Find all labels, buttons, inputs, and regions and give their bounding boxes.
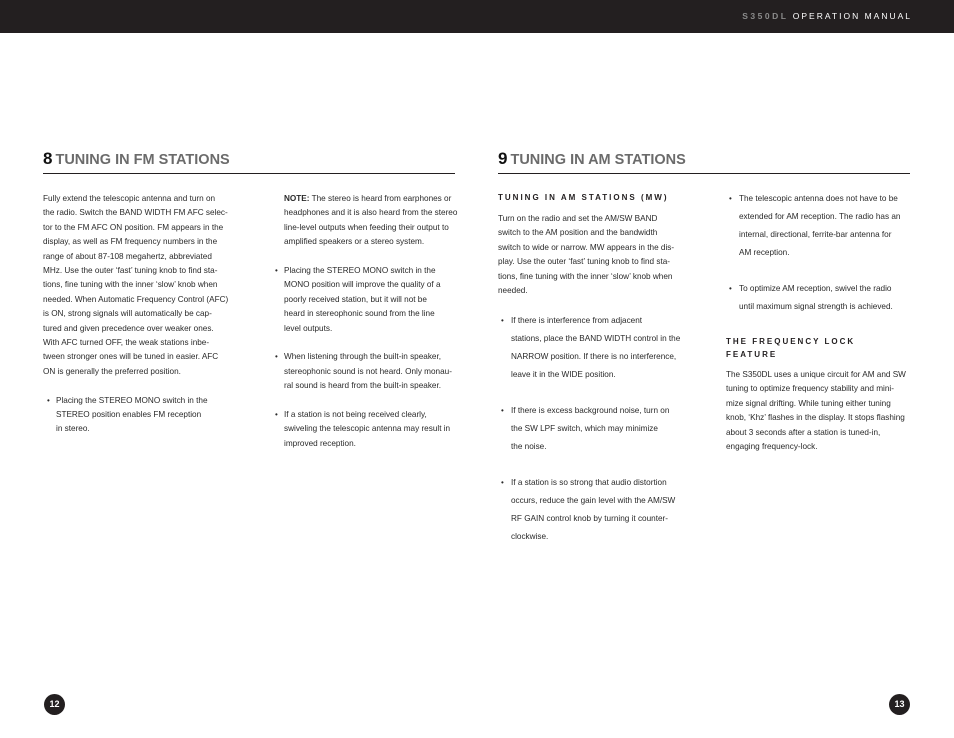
subhead-frequency-lock <box>726 335 916 361</box>
am-column-1 <box>498 191 698 546</box>
text-line: If a station is not being received clearly, <box>284 410 427 420</box>
text-line: The telescopic antenna does not have to be <box>739 194 898 203</box>
fm-intro-paragraph <box>43 192 243 379</box>
text-line: mize signal drifting. While tuning either tuning <box>726 398 891 408</box>
note-label: NOTE: <box>284 194 310 203</box>
text-line: internal, directional, ferrite-bar antenna for <box>739 230 892 239</box>
text-line: With AFC turned OFF, the weak stations inbe- <box>43 338 210 348</box>
text-line: AM reception. <box>739 248 790 257</box>
subhead-am-mw: TUNING IN AM STATIONS (MW) <box>498 193 669 202</box>
am-bullet-distortion <box>501 474 698 546</box>
am-bullet-antenna <box>729 190 916 262</box>
text-line: the radio. Switch the BAND WIDTH FM AFC selec- <box>43 208 228 218</box>
text-line: ral sound is heard from the built-in speaker. <box>284 381 442 391</box>
text-line: amplified speakers or a stereo system. <box>284 237 425 247</box>
text-line: To optimize AM reception, swivel the radio <box>739 284 892 293</box>
am-bullet-swivel <box>729 280 916 316</box>
fm-note <box>275 192 460 250</box>
text-line: tions, fine tuning with the inner ‘slow’ knob when <box>498 271 673 281</box>
am-mw-paragraph <box>498 212 698 298</box>
text-line: switch to wide or narrow. MW appears in the dis- <box>498 242 675 252</box>
am-bullet-interference <box>501 312 698 384</box>
text-line: stations, place the BAND WIDTH control in the <box>511 334 681 344</box>
text-line: about 3 seconds after a station is tuned-in, <box>726 427 881 437</box>
text-line: engaging frequency-lock. <box>726 442 818 452</box>
header-text <box>742 11 912 21</box>
text-line: heard in stereophonic sound from the line <box>284 309 435 319</box>
section-title-fm-text: TUNING IN FM STATIONS <box>55 152 230 168</box>
page-number-right: 13 <box>889 694 910 715</box>
text-line: display, as well as FM frequency numbers in the <box>43 237 218 247</box>
text-line: tions, fine tuning with the inner ‘slow’ knob when <box>43 280 218 290</box>
text-line: line-level outputs when feeding their output to <box>284 222 449 232</box>
text-line: extended for AM reception. The radio has an <box>739 212 901 221</box>
text-line: knob, ‘Khz’ flashes in the display. It stops flashing <box>726 413 905 423</box>
fm-bullet-mono <box>275 264 460 336</box>
fm-bullet-antenna <box>275 408 460 451</box>
text-line: switch to the AM position and the bandwidth <box>498 228 658 238</box>
section-number-am: 9 <box>498 149 508 168</box>
text-line: ON is generally the preferred position. <box>43 366 181 376</box>
fm-column-2 <box>275 192 460 451</box>
text-line: When listening through the built-in speaker, <box>284 352 442 362</box>
text-line: leave it in the WIDE position. <box>511 370 616 380</box>
text-line: until maximum signal strength is achieved. <box>739 302 893 311</box>
text-line: STEREO position enables FM reception <box>56 410 202 420</box>
section-number-fm: 8 <box>43 149 53 168</box>
text-line: RF GAIN control knob by turning it counter- <box>511 514 668 524</box>
text-line: MONO position will improve the quality of a <box>284 280 441 290</box>
text-line: Placing the STEREO MONO switch in the <box>284 266 436 276</box>
text-line: The stereo is heard from earphones or <box>309 194 452 203</box>
section-title-am <box>498 149 910 174</box>
text-line: improved reception. <box>284 438 356 448</box>
text-line: swiveling the telescopic antenna may result in <box>284 424 451 434</box>
text-line: Turn on the radio and set the AM/SW BAND <box>498 214 658 223</box>
text-line: level outputs. <box>284 323 333 333</box>
text-line: range of about 87-108 megahertz, abbreviated <box>43 251 212 261</box>
frequency-lock-paragraph <box>726 368 916 454</box>
text-line: needed. <box>498 286 528 296</box>
section-title-am-text: TUNING IN AM STATIONS <box>510 152 686 168</box>
page-number-left: 12 <box>44 694 65 715</box>
fm-bullet-speaker <box>275 350 460 393</box>
text-line: THE FREQUENCY LOCK <box>726 337 856 346</box>
am-column-2 <box>726 190 916 454</box>
header-title: OPERATION MANUAL <box>792 11 912 21</box>
text-line: FEATURE <box>726 350 778 359</box>
text-line: poorly received station, but it will not be <box>284 294 427 304</box>
text-line: tured and given precedence over weaker ones. <box>43 323 214 333</box>
text-line: clockwise. <box>511 532 549 542</box>
am-bullet-noise <box>501 402 698 456</box>
text-line: If there is excess background noise, turn on <box>511 406 670 416</box>
text-line: If a station is so strong that audio distortion <box>511 478 667 488</box>
text-line: occurs, reduce the gain level with the AM/SW <box>511 496 676 506</box>
text-line: If there is interference from adjacent <box>511 316 643 326</box>
text-line: needed. When Automatic Frequency Control (AFC) <box>43 294 229 304</box>
section-title-fm <box>43 149 455 174</box>
text-line: tween stronger ones will be tuned in easier. AFC <box>43 352 219 362</box>
text-line: is ON, strong signals will automatically be cap- <box>43 309 212 319</box>
text-line: the SW LPF switch, which may minimize <box>511 424 658 434</box>
text-line: tor to the FM AFC ON position. FM appears in the <box>43 222 224 232</box>
text-line: tuning to optimize frequency stability and mini- <box>726 384 894 394</box>
text-line: Placing the STEREO MONO switch in the <box>56 395 208 405</box>
text-line: stereophonic sound is not heard. Only monau- <box>284 366 452 376</box>
header-model: S350DL <box>742 11 789 21</box>
text-line: in stereo. <box>56 424 90 434</box>
text-line: headphones and it is also heard from the stereo <box>284 208 458 218</box>
header-bar <box>0 0 954 33</box>
fm-bullet-stereo <box>47 394 243 437</box>
fm-column-1 <box>43 192 243 437</box>
text-line: Fully extend the telescopic antenna and turn on <box>43 194 216 203</box>
text-line: NARROW position. If there is no interference, <box>511 352 677 362</box>
text-line: the noise. <box>511 442 547 452</box>
text-line: The S350DL uses a unique circuit for AM and SW <box>726 370 906 379</box>
text-line: MHz. Use the outer ‘fast’ tuning knob to find sta- <box>43 266 218 276</box>
text-line: play. Use the outer ‘fast’ tuning knob to find sta- <box>498 257 671 267</box>
